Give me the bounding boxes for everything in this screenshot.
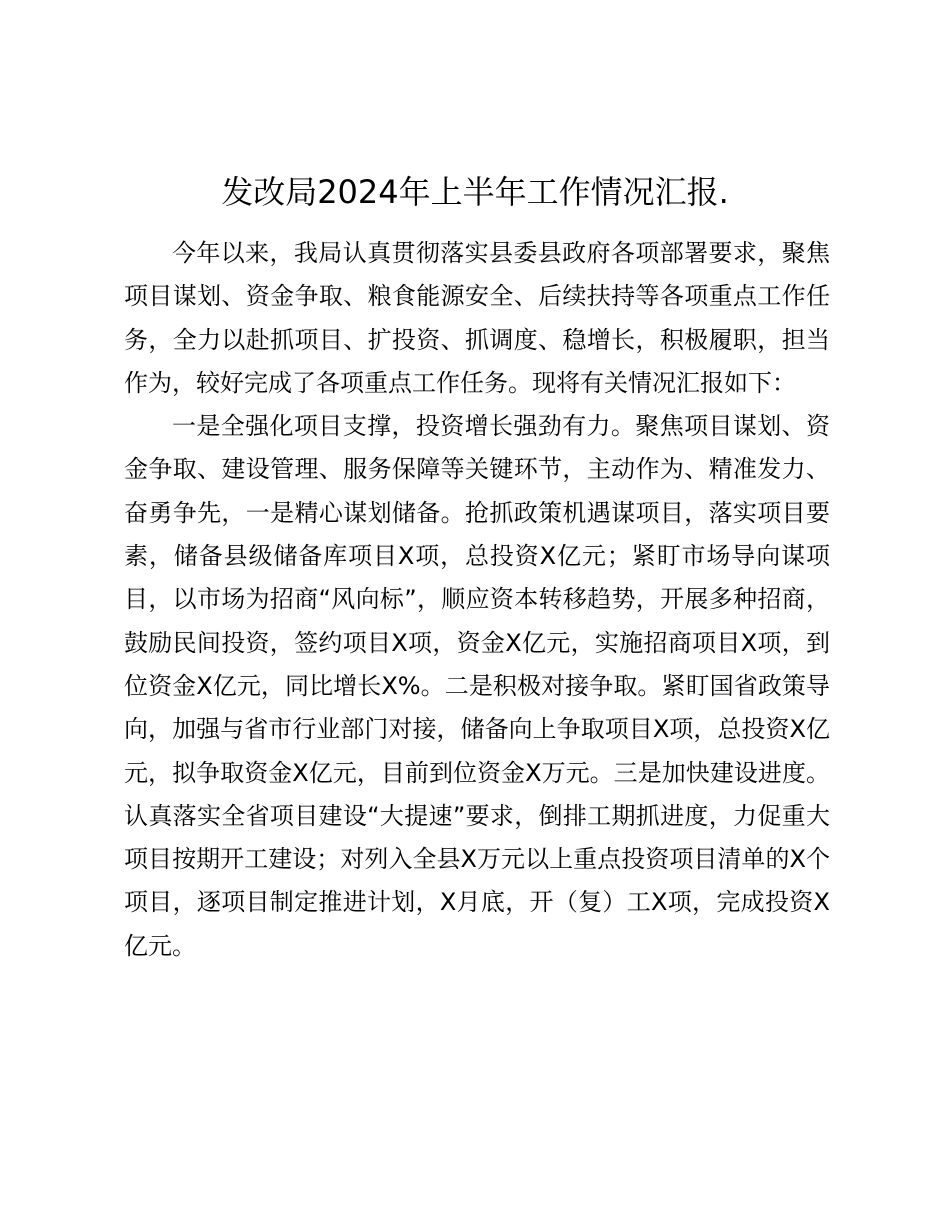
document-body <box>124 232 830 968</box>
paragraph-intro: 今年以来，我局认真贯彻落实县委县政府各项部署要求，聚焦项目谋划、资金争取、粮食能源安全、后续扶持等各项重点工作任务，全力以赴抓项目、扩投资、抓调度、稳增长，积极履职，担当作为，较好完成了各项重点工作任务。现将有关情况汇报如下： <box>124 239 830 397</box>
document-title: 发改局2024年上半年工作情况汇报. <box>221 173 729 211</box>
paragraph-project-support: 一是全强化项目支撑，投资增长强劲有力。聚焦项目谋划、资金争取、建设管理、服务保障等关键环节，主动作为、精准发力、奋勇争先，一是精心谋划储备。抢抓政策机遇谋项目，落实项目要素，储备县级储备库项目X项，总投资X亿元；紧盯市场导向谋项目，以市场为招商“风向标”，顺应资本转移趋势，开展多种招商，鼓励民间投资，签约项目X项，资金X亿元，实施招商项目X项，到位资金X亿元，同比增长X%。二是积极对接争取。紧盯国省政策导向，加强与省市行业部门对接，储备向上争取项目X项，总投资X亿元，拟争取资金X亿元，目前到位资金X万元。三是加快建设进度。认真落实全省项目建设“大提速”要求，倒排工期抓进度，力促重大项目按期开工建设；对列入全县X万元以上重点投资项目清单的X个项目，逐项目制定推进计划，X月底，开（复）工X项，完成投资X亿元。 <box>124 412 830 960</box>
